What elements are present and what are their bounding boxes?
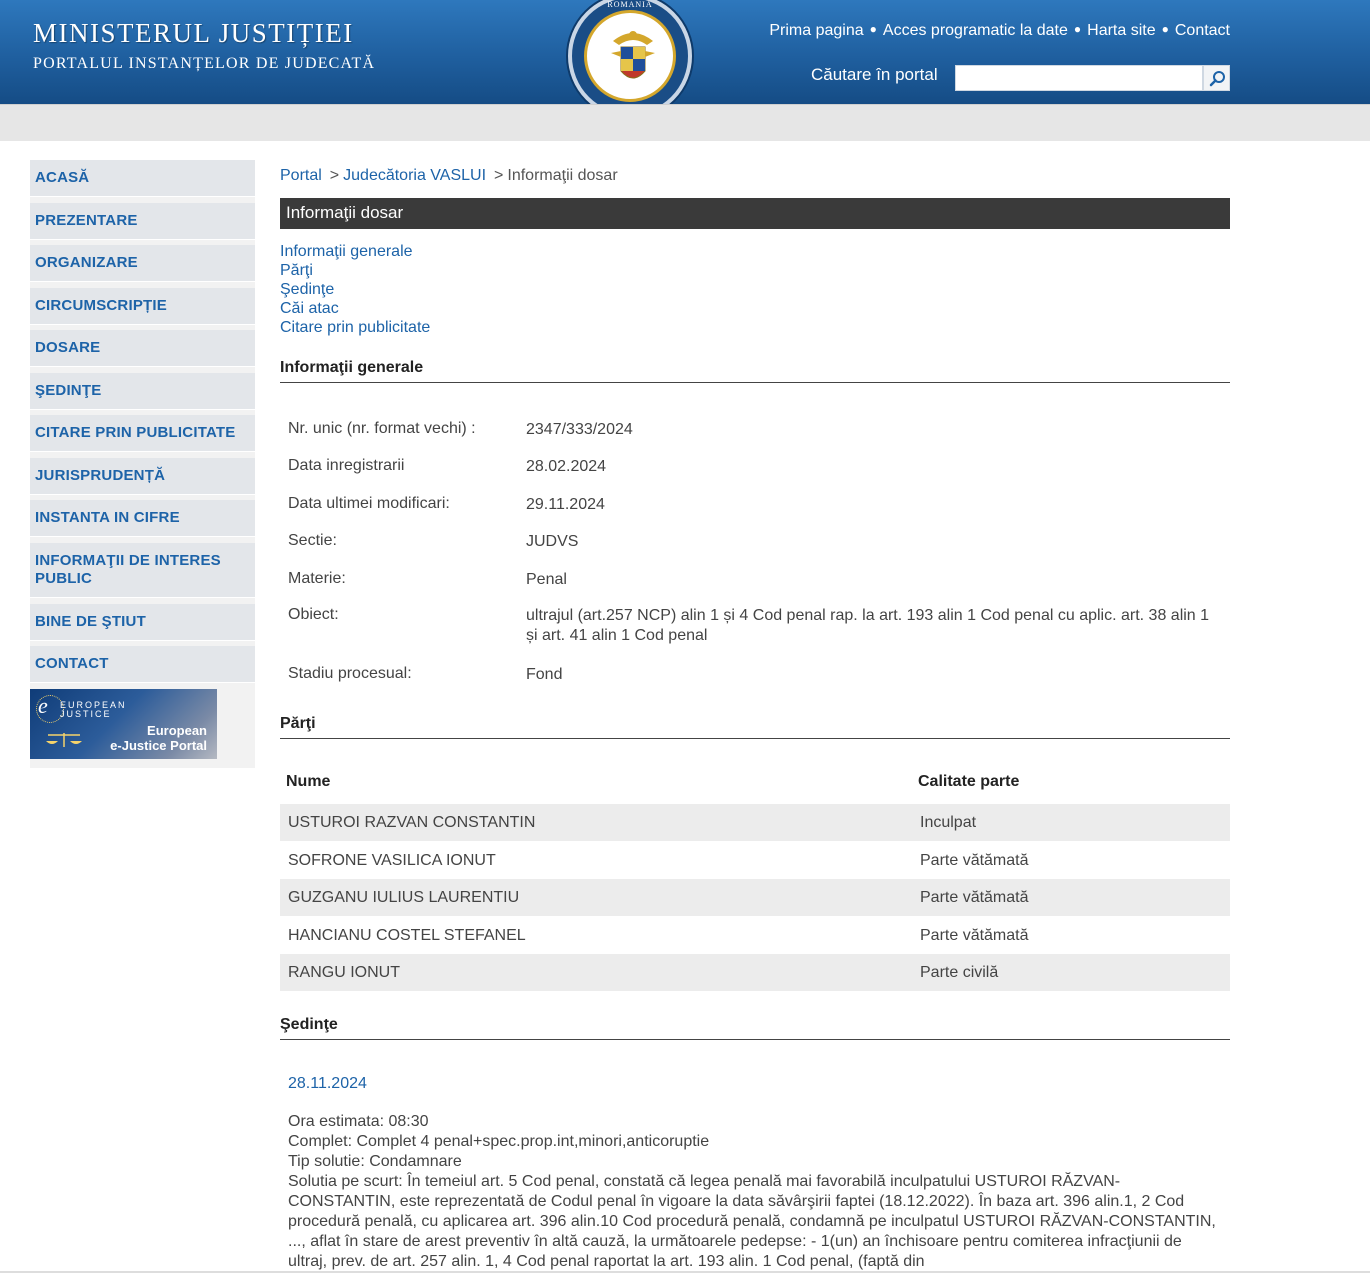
hearing-date-link[interactable]: 28.11.2024 — [288, 1075, 367, 1092]
link-harta-site[interactable]: Harta site — [1087, 22, 1156, 39]
info-value: JUDVS — [526, 533, 579, 550]
search-icon — [1204, 66, 1231, 92]
header-band — [0, 104, 1370, 141]
hearing-solution-summary: Solutia pe scurt: În temeiul art. 5 Cod penal, constată că legea penală mai favorabilă inculpatului USTUROI RĂZVAN-CONSTANTIN, este reprezentată de Codul penal în vigoare la data săvârşirii faptei (18.12.2022). În baza art. 396 alin.1, 2 Cod procedură penală, cu aplicarea art. 396 alin.10 Cod procedură penală, condamnă pe inculpatul USTUROI RĂZVAN-CONSTANTIN, ..., aflat în stare de arest preventiv în altă cauză, la următoarele pedepse: - 1(un) an închisoare pentru comiterea infracţiunii de ultraj, prev. de art. 257 alin. 1, 4 Cod penal raportat la art. 193 alin. 1 Cod penal, (faptă din — [288, 1173, 1216, 1270]
breadcrumb-court[interactable]: Judecătoria VASLUI — [343, 167, 487, 184]
link-prima-pagina[interactable]: Prima pagina — [769, 22, 864, 39]
hearing-time: Ora estimata: 08:30 — [288, 1113, 429, 1130]
anchor-sedinte[interactable]: Şedinţe — [280, 281, 335, 298]
link-separator: ● — [1161, 22, 1169, 36]
table-row — [280, 954, 1230, 991]
party-role: Parte civilă — [920, 964, 999, 981]
page-title: Informaţii dosar — [280, 198, 1230, 229]
breadcrumb-portal[interactable]: Portal — [280, 167, 322, 184]
table-row — [280, 879, 1230, 916]
ejustice-title-line1: European — [147, 723, 207, 738]
party-role: Parte vătămată — [920, 927, 1029, 944]
anchor-citare[interactable]: Citare prin publicitate — [280, 319, 431, 336]
sidebar-item-sedinte[interactable]: ŞEDINŢE — [30, 373, 255, 410]
party-name: USTUROI RAZVAN CONSTANTIN — [288, 814, 536, 831]
search-label: Căutare în portal — [811, 65, 938, 84]
ejustice-e-letter: e — [38, 693, 48, 718]
hearing-details — [288, 1112, 1223, 1272]
ejustice-portal-banner[interactable] — [30, 689, 217, 759]
sidebar-item-citare[interactable]: CITARE PRIN PUBLICITATE — [30, 415, 255, 452]
sidebar-item-dosare[interactable]: DOSARE — [30, 330, 255, 367]
section-heading-parti: Părţi — [280, 715, 1230, 739]
info-value: 2347/333/2024 — [526, 421, 633, 438]
scales-icon — [44, 731, 84, 749]
site-subtitle: PORTALUL INSTANȚELOR DE JUDECATĂ — [33, 55, 376, 72]
link-separator: ● — [1073, 22, 1082, 36]
column-header-calitate: Calitate parte — [918, 773, 1020, 790]
search-button[interactable] — [1203, 65, 1230, 91]
section-heading-general: Informaţii generale — [280, 359, 1230, 383]
info-label: Data inregistrarii — [288, 457, 405, 474]
sidebar-nav — [30, 160, 255, 768]
link-acces-programatic[interactable]: Acces programatic la date — [882, 22, 1068, 39]
sidebar-item-jurisprudenta[interactable]: JURISPRUDENȚĂ — [30, 458, 255, 495]
party-name: SOFRONE VASILICA IONUT — [288, 852, 496, 869]
site-title[interactable]: MINISTERUL JUSTIȚIEI — [33, 18, 354, 48]
info-label: Sectie: — [288, 532, 337, 549]
breadcrumb — [280, 167, 618, 185]
anchor-cai-atac[interactable]: Căi atac — [280, 300, 339, 317]
info-value: 29.11.2024 — [526, 496, 605, 513]
party-name: RANGU IONUT — [288, 964, 400, 981]
info-label: Materie: — [288, 570, 346, 587]
ejustice-small-text: EUROPEAN JUSTICE — [60, 700, 127, 719]
info-value: Penal — [526, 571, 567, 588]
hearing-solution-type: Tip solutie: Condamnare — [288, 1153, 462, 1170]
sidebar-item-organizare[interactable]: ORGANIZARE — [30, 245, 255, 282]
section-anchors — [280, 242, 430, 337]
info-value: 28.02.2024 — [526, 458, 607, 475]
info-label: Stadiu procesual: — [288, 665, 412, 682]
info-label: Obiect: — [288, 606, 339, 623]
anchor-informatii-generale[interactable]: Informaţii generale — [280, 243, 413, 260]
sidebar-item-contact[interactable]: CONTACT — [30, 646, 255, 683]
link-separator: ● — [869, 22, 877, 36]
sidebar-item-prezentare[interactable]: PREZENTARE — [30, 203, 255, 240]
sidebar-item-interes-public[interactable]: INFORMAŢII DE INTERES PUBLIC — [30, 543, 255, 598]
party-role: Inculpat — [920, 814, 977, 831]
breadcrumb-separator: > — [494, 167, 504, 184]
party-role: Parte vătămată — [920, 889, 1029, 906]
link-contact[interactable]: Contact — [1174, 22, 1230, 39]
search-input[interactable] — [955, 65, 1203, 91]
sidebar-item-circumscriptie[interactable]: CIRCUMSCRIPȚIE — [30, 288, 255, 325]
seal-top-text: ROMANIA — [607, 0, 653, 9]
sidebar-item-acasa[interactable]: ACASĂ — [30, 160, 255, 197]
table-row — [280, 804, 1230, 841]
site-header — [0, 0, 1370, 104]
table-row — [280, 917, 1230, 954]
table-row — [280, 842, 1230, 879]
info-value: Fond — [526, 666, 563, 683]
party-role: Parte vătămată — [920, 852, 1029, 869]
anchor-parti[interactable]: Părţi — [280, 262, 313, 279]
info-value: ultrajul (art.257 NCP) alin 1 și 4 Cod penal rap. la art. 193 alin 1 Cod penal cu aplic. art. 38 alin 1 și art. 41 alin 1 Cod penal — [526, 607, 1210, 644]
info-label: Data ultimei modificari: — [288, 495, 450, 512]
coat-of-arms-icon — [584, 10, 676, 102]
info-label: Nr. unic (nr. format vechi) : — [288, 420, 476, 437]
hearing-panel: Complet: Complet 4 penal+spec.prop.int,minori,anticoruptie — [288, 1133, 710, 1150]
party-name: GUZGANU IULIUS LAURENTIU — [288, 889, 520, 906]
ejustice-title — [110, 723, 207, 753]
breadcrumb-current: Informaţii dosar — [507, 167, 618, 184]
breadcrumb-separator: > — [329, 167, 340, 184]
top-links — [769, 22, 1230, 40]
column-header-nume: Nume — [286, 773, 331, 790]
ministry-seal-logo[interactable] — [568, 0, 692, 118]
section-heading-sedinte: Şedinţe — [280, 1016, 1230, 1040]
party-name: HANCIANU COSTEL STEFANEL — [288, 927, 526, 944]
ejustice-title-line2: e-Justice Portal — [110, 738, 207, 753]
sidebar-item-instanta-in-cifre[interactable]: INSTANTA IN CIFRE — [30, 500, 255, 537]
sidebar-item-bine-de-stiut[interactable]: BINE DE ŞTIUT — [30, 604, 255, 641]
